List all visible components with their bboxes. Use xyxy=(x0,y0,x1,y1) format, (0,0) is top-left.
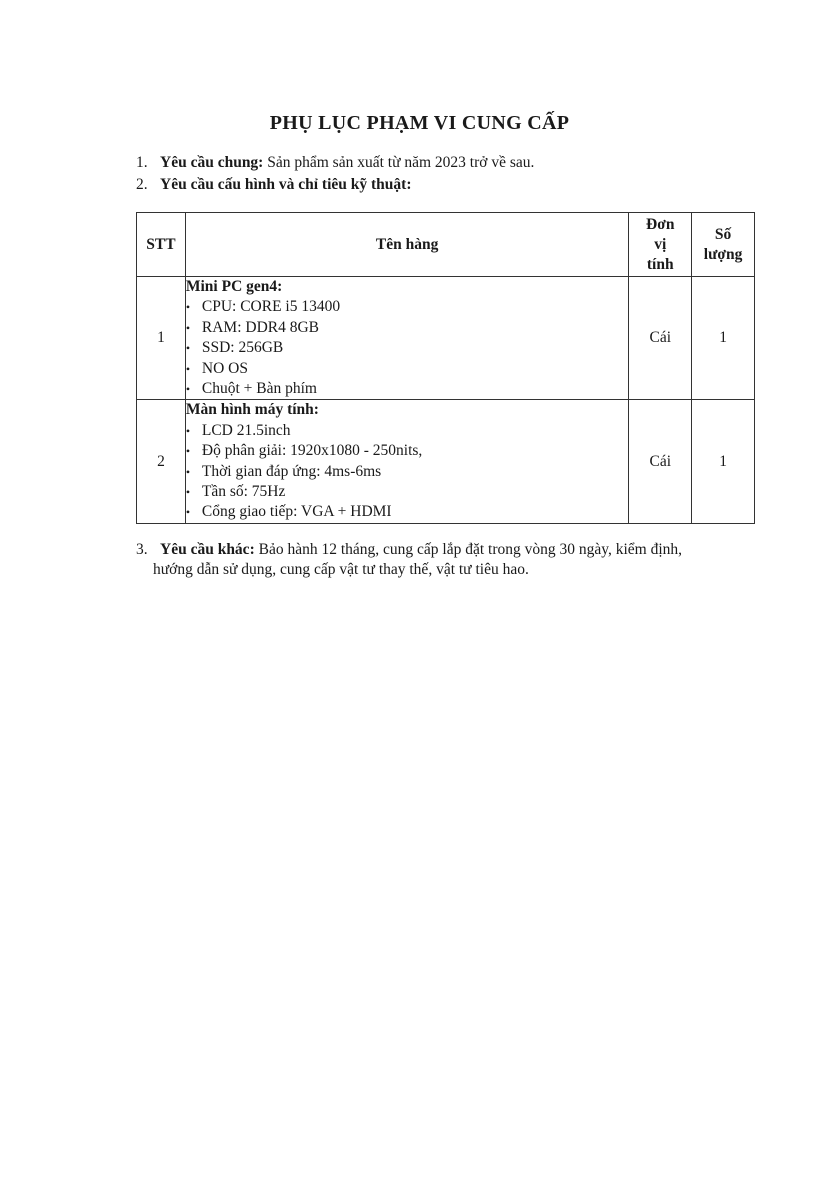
item-title: Mini PC gen4: xyxy=(185,278,283,295)
spec-text: Tần số: 75Hz xyxy=(201,483,286,501)
spec-item xyxy=(186,421,629,441)
row-quantity: 1 xyxy=(692,400,755,523)
bullet-icon: • xyxy=(185,361,191,376)
spec-text: CPU: CORE i5 13400 xyxy=(201,298,341,316)
requirement-general xyxy=(136,153,534,173)
header-name: Tên hàng xyxy=(185,213,629,277)
header-unit-line: vị xyxy=(654,235,667,253)
spec-item xyxy=(186,338,629,358)
row-unit: Cái xyxy=(629,277,692,400)
requirement-text-continued: hướng dẫn sử dụng, cung cấp vật tư thay thế, vật tư tiêu hao. xyxy=(153,561,529,578)
spec-text: NO OS xyxy=(201,359,248,377)
requirement-number: 1. xyxy=(136,154,148,171)
table-row xyxy=(137,277,755,400)
requirement-text: Sản phẩm sản xuất từ năm 2023 trở về sau. xyxy=(263,154,535,171)
spec-item xyxy=(186,482,629,502)
header-unit xyxy=(629,213,692,277)
bullet-icon: • xyxy=(185,382,191,397)
specification-table xyxy=(136,212,755,524)
header-stt: STT xyxy=(137,213,186,277)
spec-item xyxy=(186,462,629,482)
requirement-text: Bảo hành 12 tháng, cung cấp lắp đặt trong vòng 30 ngày, kiểm định, xyxy=(254,541,683,558)
item-title: Màn hình máy tính: xyxy=(185,401,319,419)
table-row xyxy=(137,400,755,523)
bullet-icon: • xyxy=(185,485,191,500)
bullet-icon: • xyxy=(185,341,191,356)
spec-text: Chuột + Bàn phím xyxy=(201,380,317,398)
spec-item xyxy=(186,502,629,522)
bullet-icon: • xyxy=(185,444,191,459)
bullet-icon: • xyxy=(185,320,191,335)
header-quantity-line: lượng xyxy=(703,245,743,263)
row-stt: 2 xyxy=(137,400,186,523)
header-quantity-line: Số xyxy=(714,225,732,243)
header-quantity xyxy=(692,213,755,277)
table-header-row xyxy=(137,213,755,277)
header-unit-line: Đơn xyxy=(646,215,675,233)
requirement-specs xyxy=(136,175,411,195)
requirement-label: Yêu cầu khác: xyxy=(160,541,255,558)
spec-item xyxy=(186,441,629,461)
bullet-icon: • xyxy=(185,464,191,479)
spec-text: Độ phân giải: 1920x1080 - 250nits, xyxy=(201,442,423,460)
spec-text: SSD: 256GB xyxy=(201,339,284,357)
row-name-cell xyxy=(185,400,629,523)
spec-text: RAM: DDR4 8GB xyxy=(201,318,320,336)
row-stt: 1 xyxy=(137,277,186,400)
header-unit-line: tính xyxy=(646,255,674,273)
bullet-icon: • xyxy=(185,423,191,438)
row-unit: Cái xyxy=(629,400,692,523)
spec-item xyxy=(186,379,629,399)
spec-list xyxy=(186,421,629,523)
requirement-other xyxy=(136,540,776,580)
spec-item xyxy=(186,318,629,338)
requirement-label: Yêu cầu chung: xyxy=(160,154,264,171)
spec-text: Cổng giao tiếp: VGA + HDMI xyxy=(201,503,392,521)
spec-list xyxy=(186,297,629,399)
spec-text: Thời gian đáp ứng: 4ms-6ms xyxy=(201,462,382,480)
requirement-number: 2. xyxy=(136,176,148,193)
row-quantity: 1 xyxy=(692,277,755,400)
page-title: PHỤ LỤC PHẠM VI CUNG CẤP xyxy=(269,112,570,134)
bullet-icon: • xyxy=(185,300,191,315)
spec-item xyxy=(186,297,629,317)
spec-text: LCD 21.5inch xyxy=(201,421,291,439)
bullet-icon: • xyxy=(185,505,191,520)
spec-item xyxy=(186,359,629,379)
requirement-label: Yêu cầu cấu hình và chỉ tiêu kỹ thuật: xyxy=(160,176,412,193)
requirement-number: 3. xyxy=(136,541,148,558)
row-name-cell xyxy=(185,277,629,400)
